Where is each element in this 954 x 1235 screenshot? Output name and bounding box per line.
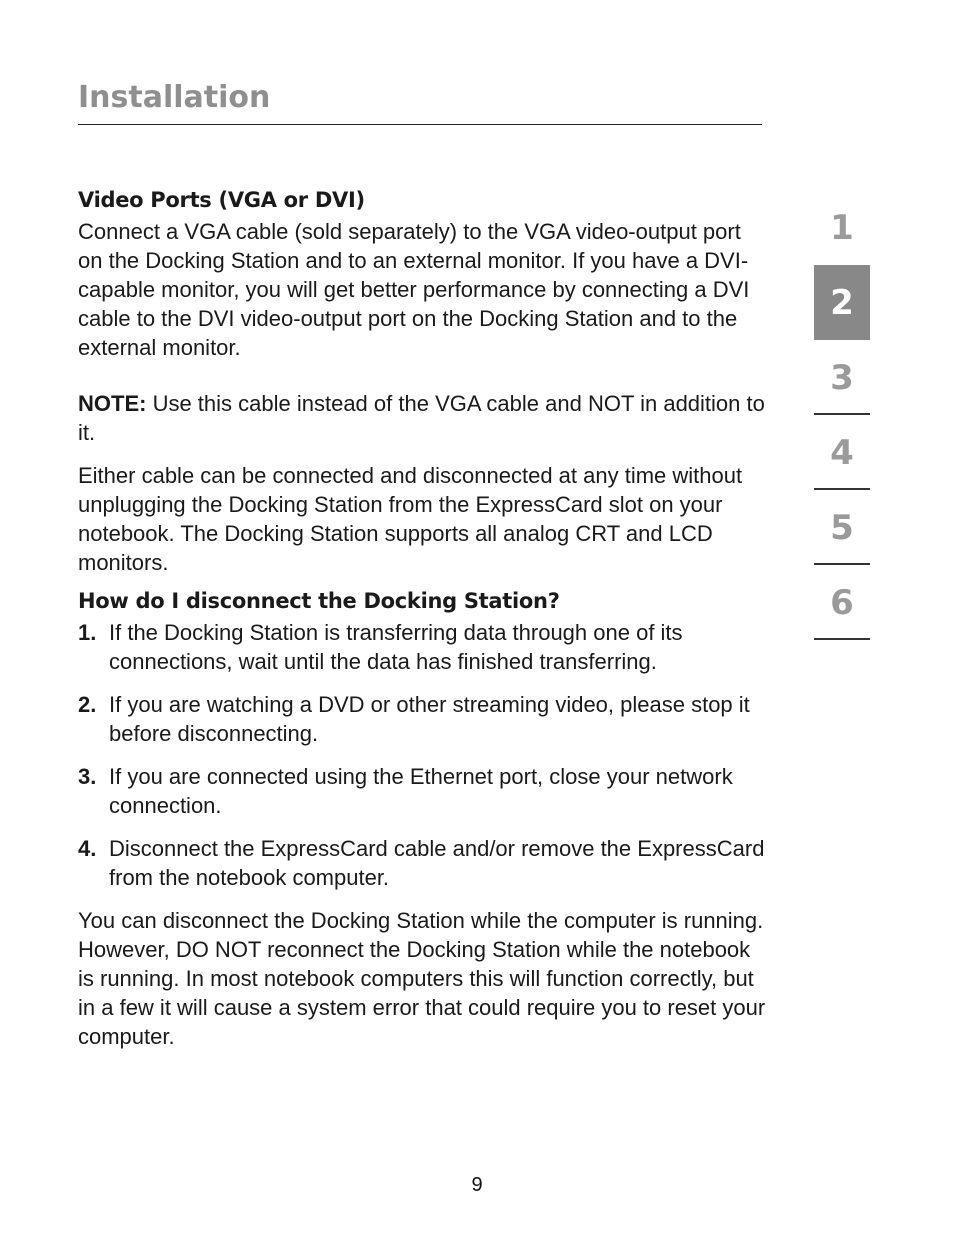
note-label: NOTE: — [78, 391, 147, 416]
page-header-title: Installation — [78, 80, 271, 115]
header-divider — [78, 124, 762, 125]
list-item — [78, 618, 768, 676]
step-text: If you are watching a DVD or other streaming video, please stop it before disconnecting. — [109, 692, 750, 746]
page-number: 9 — [471, 1174, 483, 1196]
video-ports-body: Connect a VGA cable (sold separately) to the VGA video-output port on the Docking Station and to an external monitor. If you have a DVI-capable monitor, you will get better performance by connecting a DVI cable to the DVI video-output port on the Docking Station and to the external monitor. — [78, 219, 750, 360]
chapter-tabs — [814, 190, 870, 640]
either-cable-paragraph: Either cable can be connected and disconnected at any time without unplugging the Docking Station from the ExpressCard slot on your notebook. The Docking Station supports all analog CRT and LCD monitors. — [78, 463, 743, 575]
list-item — [78, 834, 768, 892]
step-text: If you are connected using the Ethernet port, close your network connection. — [109, 764, 733, 818]
step-text: If the Docking Station is transferring data through one of its connections, wait until the data has finished transferring. — [109, 620, 683, 674]
chapter-tab-4[interactable]: 4 — [814, 415, 870, 490]
step-text: Disconnect the ExpressCard cable and/or remove the ExpressCard from the notebook computer. — [109, 836, 765, 890]
chapter-tab-3[interactable]: 3 — [814, 340, 870, 415]
step-number: 3. — [78, 764, 97, 789]
disconnect-steps-list — [78, 618, 768, 892]
chapter-tab-6[interactable]: 6 — [814, 565, 870, 640]
step-number: 1. — [78, 620, 97, 645]
page-content — [78, 185, 768, 1051]
step-number: 2. — [78, 692, 97, 717]
chapter-tab-2[interactable]: 2 — [814, 265, 870, 340]
list-item — [78, 762, 768, 820]
closing-paragraph: You can disconnect the Docking Station while the computer is running. However, DO NOT reconnect the Docking Station while the notebook is running. In most notebook computers this will function correctly, but in a few it will cause a system error that could require you to reset your computer. — [78, 908, 766, 1049]
chapter-tab-5[interactable]: 5 — [814, 490, 870, 565]
chapter-tab-1[interactable]: 1 — [830, 207, 854, 248]
list-item — [78, 690, 768, 748]
note-text: Use this cable instead of the VGA cable and NOT in addition to it. — [78, 391, 765, 445]
note-paragraph — [78, 389, 768, 447]
section-heading-disconnect: How do I disconnect the Docking Station? — [78, 589, 560, 613]
step-number: 4. — [78, 836, 97, 861]
section-heading-video-ports: Video Ports (VGA or DVI) — [78, 188, 365, 212]
